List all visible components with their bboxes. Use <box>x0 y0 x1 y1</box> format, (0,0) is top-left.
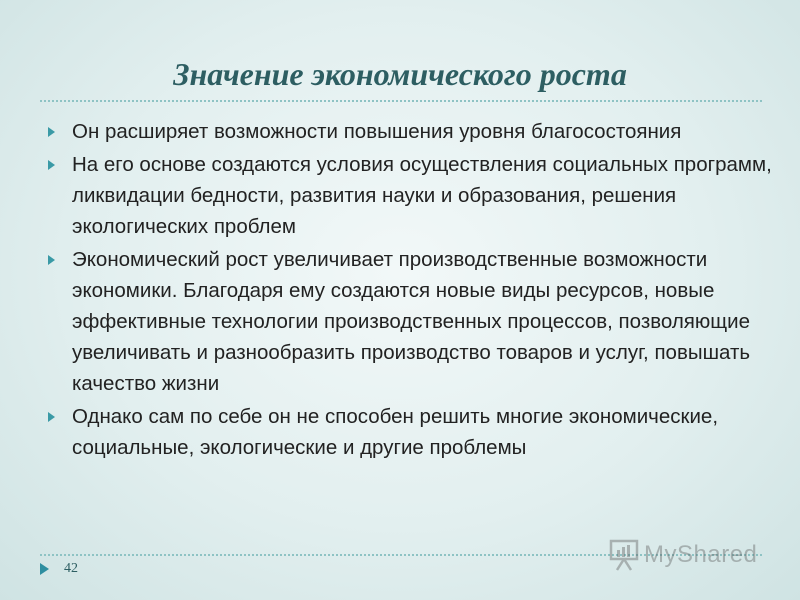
bullet-arrow-icon <box>48 255 55 265</box>
bullet-item <box>46 401 776 463</box>
bullet-list <box>46 116 776 465</box>
bullet-text: Он расширяет возможности повышения уровня благосостояния <box>72 120 682 143</box>
presentation-board-icon <box>608 538 640 572</box>
title-divider <box>40 100 762 102</box>
watermark <box>608 538 757 572</box>
footer-arrow-icon <box>40 563 49 575</box>
bullet-text: Экономический рост увеличивает производственные возможности экономики. Благодаря ему создаются новые виды ресурсов, новые эффективные технологии производственных процессов, позволяющие увеличивать и разнообразить производство товаров и услуг, повышать качество жизни <box>72 248 751 395</box>
slide-title: Значение экономического роста <box>173 56 627 92</box>
bullet-arrow-icon <box>48 412 55 422</box>
bullet-arrow-icon <box>48 127 55 137</box>
bullet-item <box>46 149 776 242</box>
watermark-text: MyShared <box>644 541 758 568</box>
bullet-text: На его основе создаются условия осуществления социальных программ, ликвидации бедности, развития науки и образования, решения экологических проблем <box>72 153 772 238</box>
bullet-item <box>46 116 776 147</box>
page-number: 42 <box>64 561 78 576</box>
bullet-text: Однако сам по себе он не способен решить многие экономические, социальные, экологические и другие проблемы <box>72 405 719 459</box>
bullet-arrow-icon <box>48 160 55 170</box>
bullet-item <box>46 244 776 399</box>
